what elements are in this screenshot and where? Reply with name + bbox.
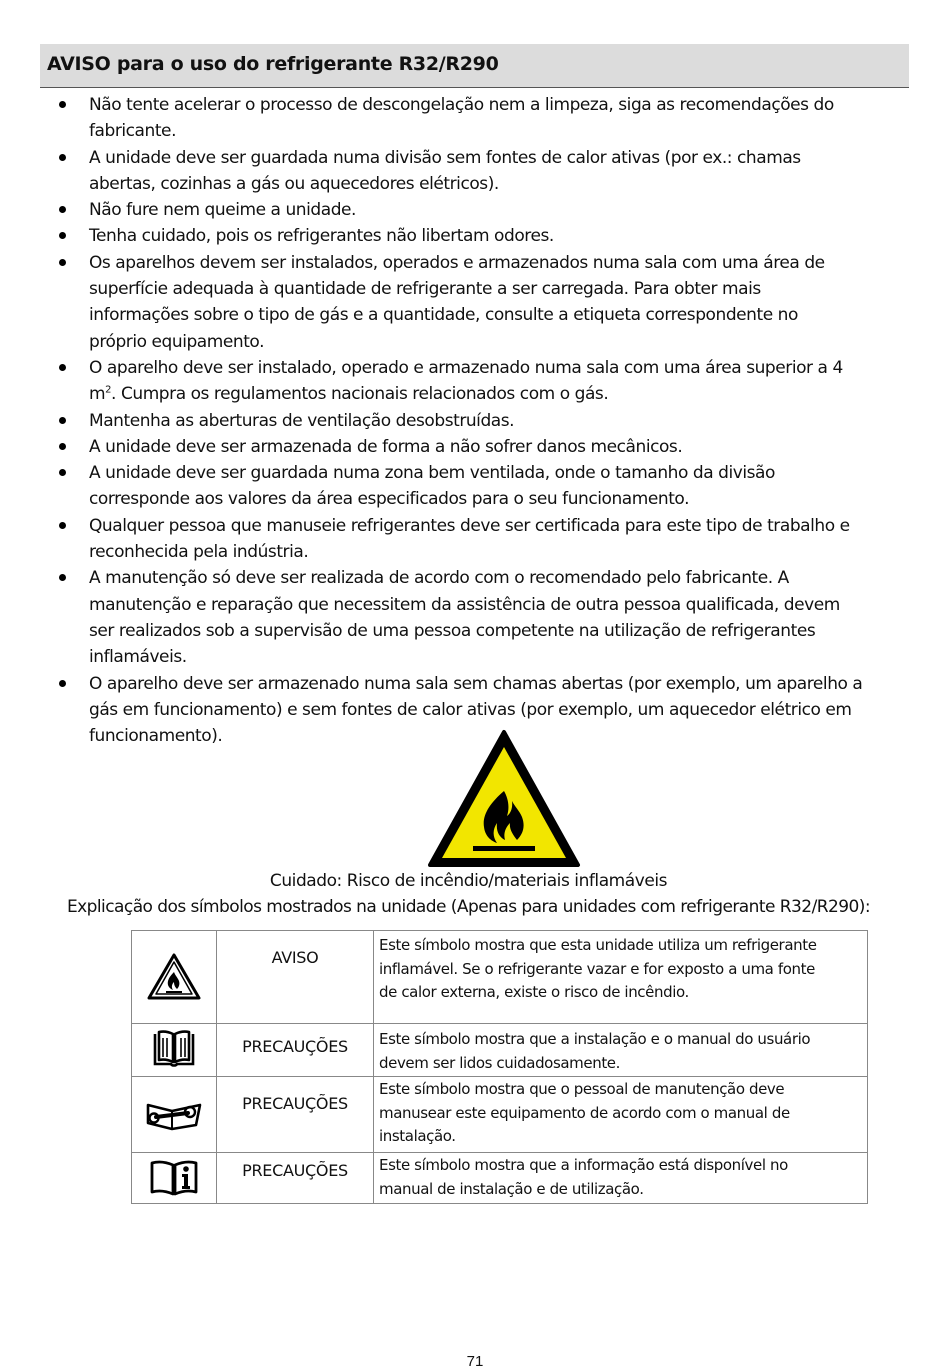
service-manual-icon (144, 1097, 204, 1133)
warning-caption: Cuidado: Risco de incêndio/materiais inflamáveis (269, 871, 668, 891)
table-row (132, 931, 868, 1024)
table-row (132, 1024, 868, 1077)
list-item: Tenha cuidado, pois os refrigerantes não libertam odores. (40, 223, 910, 249)
bullet-icon (59, 522, 66, 529)
table-row (132, 1077, 868, 1153)
symbol-description: Este símbolo mostra que esta unidade utiliza um refrigerante inflamável. Se o refrigerante vazar e for exposto a uma fonte de calor externa, existe o risco de incêndio. (374, 931, 868, 1024)
symbol-label: PRECAUÇÕES (217, 1077, 374, 1153)
symbol-label: PRECAUÇÕES (217, 1024, 374, 1077)
bullet-icon (59, 101, 66, 108)
list-item: A unidade deve ser guardada numa divisão sem fontes de calor ativas (por ex.: chamas abertas, cozinhas a gás ou aquecedores elétricos). (40, 145, 910, 198)
flame-base-bar (473, 846, 535, 851)
warning-list (40, 92, 910, 749)
operation-manual-icon (151, 1030, 197, 1070)
list-item: Os aparelhos devem ser instalados, operados e armazenados numa sala com uma área de superfície adequada à quantidade de refrigerante a ser carregada. Para obter mais informações sobre o tipo de gás e a quantidade, consulte a etiqueta correspondente no próprio equipamento. (40, 250, 910, 355)
bullet-icon (59, 232, 66, 239)
symbol-description: Este símbolo mostra que a informação está disponível no manual de instalação e de utilização. (374, 1153, 868, 1204)
symbol-description: Este símbolo mostra que a instalação e o manual do usuário devem ser lidos cuidadosamente. (374, 1024, 868, 1077)
symbols-intro: Explicação dos símbolos mostrados na unidade (Apenas para unidades com refrigerante R32/R290): (66, 897, 871, 917)
section-header (40, 44, 909, 88)
section-title: AVISO para o uso do refrigerante R32/R290 (47, 53, 499, 75)
flammable-warning-icon (146, 952, 202, 1002)
bullet-icon (59, 206, 66, 213)
list-item: O aparelho deve ser instalado, operado e armazenado numa sala com uma área superior a 4 $m^2$. Cumpra os regulamentos nacionais relacionados com o gás. (40, 355, 910, 408)
information-manual-icon (149, 1159, 199, 1197)
table-row (132, 1153, 868, 1204)
bullet-icon (59, 469, 66, 476)
bullet-icon (59, 259, 66, 266)
list-item: A unidade deve ser guardada numa zona bem ventilada, onde o tamanho da divisão corresponde aos valores da área especificados para o seu funcionamento. (40, 460, 910, 513)
symbol-label: PRECAUÇÕES (217, 1153, 374, 1204)
list-item: O aparelho deve ser armazenado numa sala sem chamas abertas (por exemplo, um aparelho a gás em funcionamento) e sem fontes de calor ativas (por exemplo, um aquecedor elétrico em funcionamento). (40, 671, 910, 750)
symbols-table (131, 930, 868, 1204)
bullet-icon (59, 154, 66, 161)
flammable-warning-sign-icon (427, 729, 581, 868)
list-item: Não tente acelerar o processo de descongelação nem a limpeza, siga as recomendações do fabricante. (40, 92, 910, 145)
list-item: A manutenção só deve ser realizada de acordo com o recomendado pelo fabricante. A manutenção e reparação que necessitem da assistência de outra pessoa qualificada, devem ser realizados sob a supervisão de uma pessoa competente na utilização de refrigerantes inflamáveis. (40, 565, 910, 670)
list-item: Não fure nem queime a unidade. (40, 197, 910, 223)
bullet-icon (59, 574, 66, 581)
list-item: Qualquer pessoa que manuseie refrigerantes deve ser certificada para este tipo de trabalho e reconhecida pela indústria. (40, 513, 910, 566)
bullet-icon (59, 443, 66, 450)
bullet-icon (59, 680, 66, 687)
page-number: 71 (466, 1353, 484, 1370)
bullet-icon (59, 364, 66, 371)
symbol-label: AVISO (217, 931, 374, 1024)
list-item: Mantenha as aberturas de ventilação desobstruídas. (40, 408, 910, 434)
bullet-icon (59, 417, 66, 424)
symbol-description: Este símbolo mostra que o pessoal de manutenção deve manusear este equipamento de acordo com o manual de instalação. (374, 1077, 868, 1153)
list-item: A unidade deve ser armazenada de forma a não sofrer danos mecânicos. (40, 434, 910, 460)
